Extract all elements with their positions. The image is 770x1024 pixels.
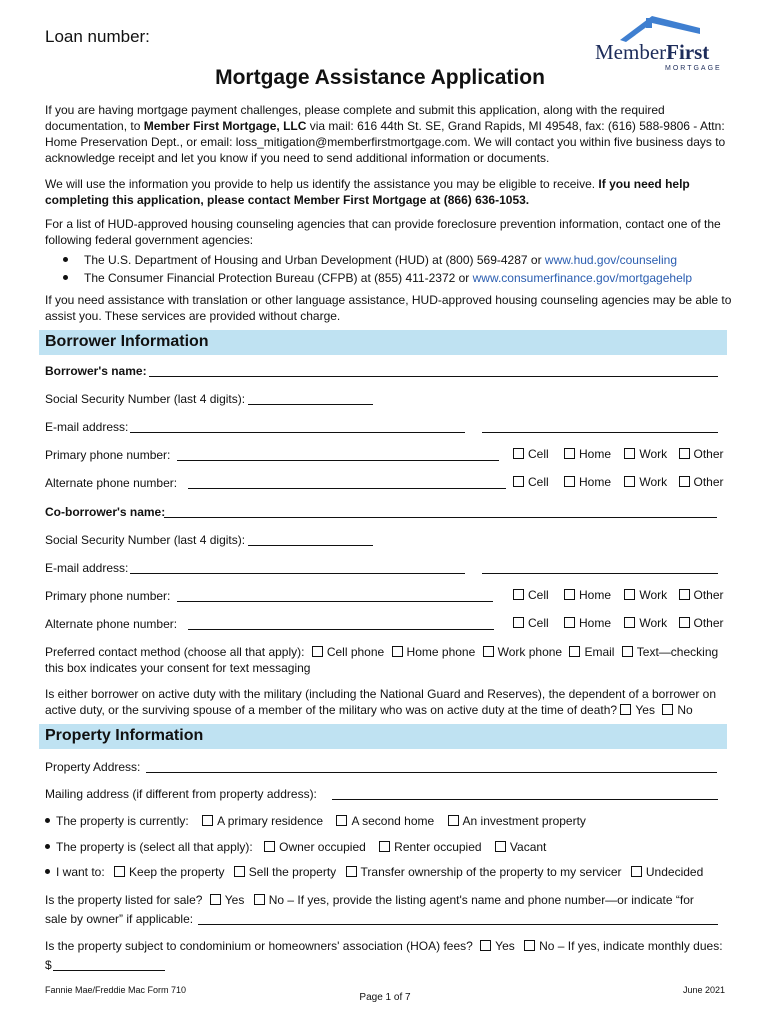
borrower-name-label: Borrower's name: xyxy=(45,364,147,378)
property-occupancy: The property is (select all that apply): Owner occupied Renter occupied Vacant xyxy=(45,840,546,854)
intro-paragraph-2: We will use the information you provide to help us identify the assistance you may be eligible to receive. If you need help completing this application, please contact Member First Mortgage at (866) 636-1053. xyxy=(45,177,690,207)
hoa-question: Is the property subject to condominium or homeowners' association (HOA) fees? Yes No – If yes, indicate monthly dues: xyxy=(45,939,723,953)
co-primary-phone-field[interactable] xyxy=(177,601,493,602)
borrower-name-field[interactable] xyxy=(149,376,718,377)
logo-roof-icon xyxy=(620,14,700,42)
primary-phone-field[interactable] xyxy=(177,460,499,461)
second-home-checkbox[interactable] xyxy=(336,815,347,826)
other-checkbox[interactable] xyxy=(679,476,690,487)
hoa-dollar-sign: $ xyxy=(45,958,52,972)
home-checkbox[interactable] xyxy=(564,476,575,487)
co-email-field[interactable] xyxy=(130,573,465,574)
property-address-label: Property Address: xyxy=(45,760,141,774)
intro-paragraph-1: If you are having mortgage payment challenges, please complete and submit this application, along with the required documentation, to Member First Mortgage, LLC via mail: 616 44th St. SE, Grand Rapids, MI 49548, fax: (616) 588-9806 - Attn: Home Preservation Dept., or email: loss_mitigation@memberfirstmortgage.com. We will contact you within five business days to acknowledge receipt and let you know if you need to send additional information or documents. xyxy=(45,103,726,165)
hoa-yes-checkbox[interactable] xyxy=(480,940,491,951)
footer-form-id: Fannie Mae/Freddie Mac Form 710 xyxy=(45,985,187,995)
military-no-checkbox[interactable] xyxy=(662,704,673,715)
footer-page-number: Page 1 of 7 xyxy=(359,992,411,1003)
agency-bullet-2: The Consumer Financial Protection Bureau (CFPB) at (855) 411-2372 or www.consumerfinance.gov/mortgagehelp xyxy=(63,271,692,285)
work-checkbox[interactable] xyxy=(624,589,635,600)
co-alt-phone-label: Alternate phone number: xyxy=(45,617,178,631)
preferred-contact: Preferred contact method (choose all that apply): Cell phone Home phone Work phone Email Text—checking xyxy=(45,645,719,659)
co-primary-phone-label: Primary phone number: xyxy=(45,589,171,603)
home-checkbox[interactable] xyxy=(564,448,575,459)
ssn-label: Social Security Number (last 4 digits): xyxy=(45,392,246,406)
other-checkbox[interactable] xyxy=(679,589,690,600)
listed-for-sale-question: Is the property listed for sale? Yes No – If yes, provide the listing agent's name and phone number—or indicate “for xyxy=(45,893,694,907)
sale-by-owner-label: sale by owner” if applicable: xyxy=(45,912,194,926)
contact-home-checkbox[interactable] xyxy=(392,646,403,657)
undecided-checkbox[interactable] xyxy=(631,866,642,877)
co-email-field-extra[interactable] xyxy=(482,573,718,574)
work-checkbox[interactable] xyxy=(624,448,635,459)
logo-text-first: First xyxy=(666,40,710,64)
bullet-icon xyxy=(45,818,50,823)
primary-residence-checkbox[interactable] xyxy=(202,815,213,826)
investment-property-checkbox[interactable] xyxy=(448,815,459,826)
sale-no-checkbox[interactable] xyxy=(254,894,265,905)
co-alt-phone-field[interactable] xyxy=(188,629,494,630)
property-section-header: Property Information xyxy=(39,724,727,749)
home-checkbox[interactable] xyxy=(564,617,575,628)
mailing-address-label: Mailing address (if different from property address): xyxy=(45,787,317,801)
hud-link[interactable]: www.hud.gov/counseling xyxy=(544,253,677,267)
listing-agent-field[interactable] xyxy=(198,924,718,925)
alt-phone-label: Alternate phone number: xyxy=(45,476,178,490)
vacant-checkbox[interactable] xyxy=(495,841,506,852)
co-ssn-field[interactable] xyxy=(248,545,373,546)
co-email-label: E-mail address: xyxy=(45,561,129,575)
bullet-icon xyxy=(45,869,50,874)
email-field-extra[interactable] xyxy=(482,432,718,433)
contact-work-checkbox[interactable] xyxy=(483,646,494,657)
bullet-icon xyxy=(45,844,50,849)
mailing-address-field[interactable] xyxy=(332,799,718,800)
cell-checkbox[interactable] xyxy=(513,589,524,600)
ssn-field[interactable] xyxy=(248,404,373,405)
military-yes-checkbox[interactable] xyxy=(620,704,631,715)
co-borrower-name-field[interactable] xyxy=(164,517,717,518)
email-field[interactable] xyxy=(130,432,465,433)
hoa-no-checkbox[interactable] xyxy=(524,940,535,951)
footer-date: June 2021 xyxy=(682,985,725,995)
transfer-ownership-checkbox[interactable] xyxy=(346,866,357,877)
other-checkbox[interactable] xyxy=(679,617,690,628)
contact-consent-note: this box indicates your consent for text messaging xyxy=(45,661,311,675)
contact-cell-checkbox[interactable] xyxy=(312,646,323,657)
intro-paragraph-4: If you need assistance with translation or other language assistance, HUD-approved housing counseling agencies may be able to assist you. These services are provided without charge. xyxy=(45,293,732,323)
primary-phone-label: Primary phone number: xyxy=(45,448,171,462)
bullet-icon xyxy=(63,275,68,280)
primary-phone-type: Cell Home Work Other xyxy=(513,447,724,461)
loan-number-label: Loan number: xyxy=(45,27,150,46)
other-checkbox[interactable] xyxy=(679,448,690,459)
cell-checkbox[interactable] xyxy=(513,476,524,487)
sell-property-checkbox[interactable] xyxy=(234,866,245,877)
logo-subtext: MORTGAGE xyxy=(665,65,722,72)
email-label: E-mail address: xyxy=(45,420,129,434)
work-checkbox[interactable] xyxy=(624,617,635,628)
alt-phone-field[interactable] xyxy=(188,488,506,489)
agency-bullet-1: The U.S. Department of Housing and Urban Development (HUD) at (800) 569-4287 or www.hud.gov/counseling xyxy=(63,253,677,267)
property-intent: I want to: Keep the property Sell the property Transfer ownership of the property to my servicer Undecided xyxy=(45,865,703,879)
property-address-field[interactable] xyxy=(146,772,717,773)
logo-text-member: Member xyxy=(595,40,667,64)
keep-property-checkbox[interactable] xyxy=(114,866,125,877)
hoa-dues-field[interactable] xyxy=(53,970,165,971)
property-currently: The property is currently: A primary residence A second home An investment property xyxy=(45,814,586,828)
co-primary-phone-type: Cell Home Work Other xyxy=(513,588,724,602)
bullet-icon xyxy=(63,257,68,262)
page-title: Mortgage Assistance Application xyxy=(215,66,545,89)
cfpb-link[interactable]: www.consumerfinance.gov/mortgagehelp xyxy=(472,271,693,285)
borrower-section-header: Borrower Information xyxy=(39,330,727,355)
contact-email-checkbox[interactable] xyxy=(569,646,580,657)
co-ssn-label: Social Security Number (last 4 digits): xyxy=(45,533,246,547)
owner-occupied-checkbox[interactable] xyxy=(264,841,275,852)
renter-occupied-checkbox[interactable] xyxy=(379,841,390,852)
cell-checkbox[interactable] xyxy=(513,448,524,459)
contact-text-checkbox[interactable] xyxy=(622,646,633,657)
intro-paragraph-3: For a list of HUD-approved housing counseling agencies that can provide foreclosure prevention information, contact one of the following federal government agencies: xyxy=(45,217,721,247)
home-checkbox[interactable] xyxy=(564,589,575,600)
co-borrower-name-label: Co-borrower's name: xyxy=(45,505,166,519)
logo xyxy=(595,14,730,74)
co-alt-phone-type: Cell Home Work Other xyxy=(513,616,724,630)
alt-phone-type: Cell Home Work Other xyxy=(513,475,724,489)
military-question: Is either borrower on active duty with the military (including the National Guard and Reserves), the dependent of a borrower on active duty, or the surviving spouse of a member of the military who was on active duty at the time of death? Yes No xyxy=(45,687,717,717)
work-checkbox[interactable] xyxy=(624,476,635,487)
sale-yes-checkbox[interactable] xyxy=(210,894,221,905)
cell-checkbox[interactable] xyxy=(513,617,524,628)
